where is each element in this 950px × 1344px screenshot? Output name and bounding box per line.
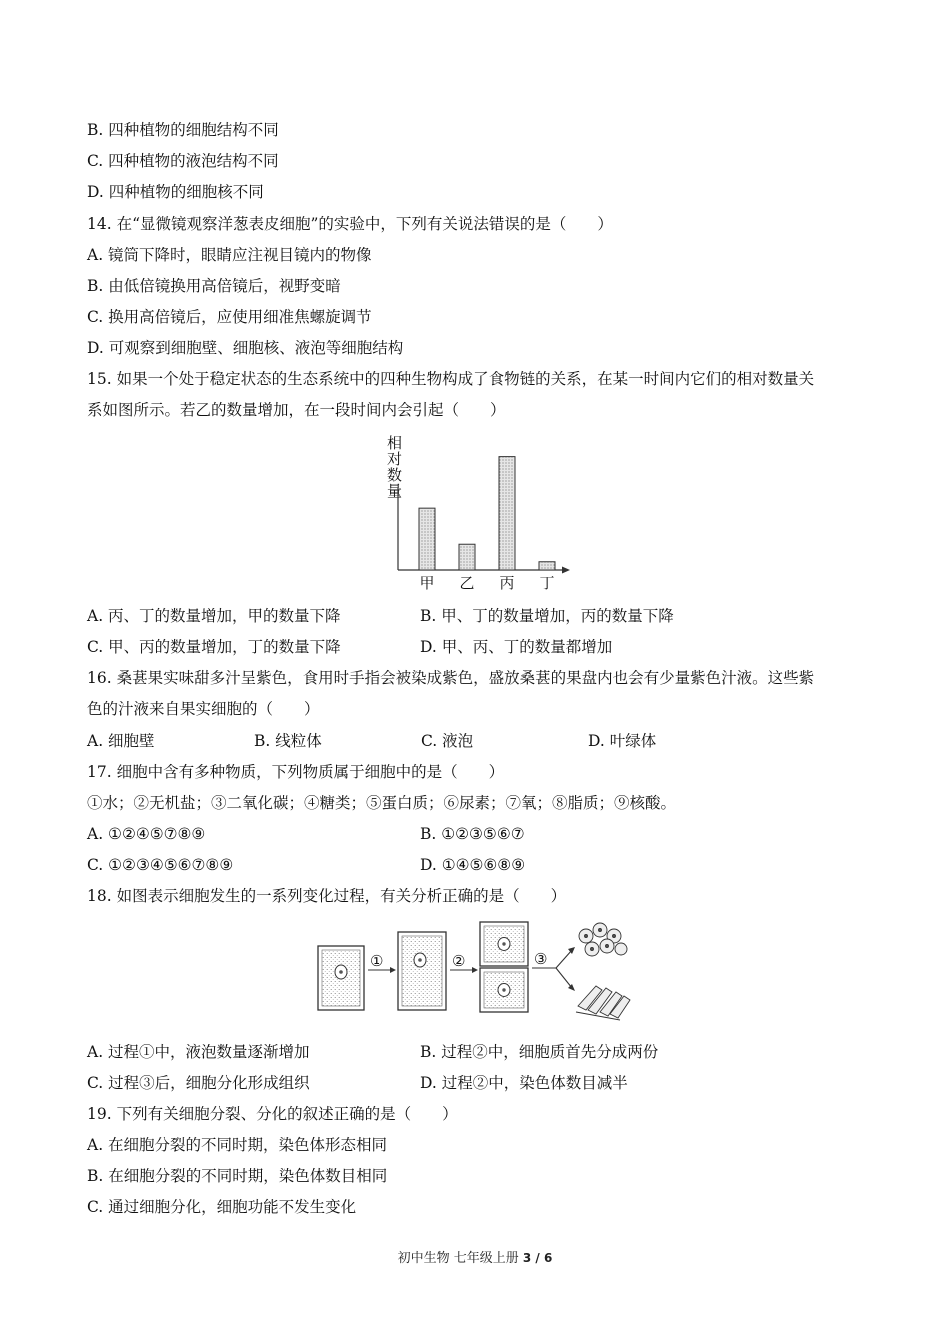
q19-option-c: C. 通过细胞分化，细胞功能不发生变化 [87, 1198, 357, 1216]
chart-xtick-2: 乙 [459, 574, 475, 592]
q18-stem: 18. 如图表示细胞发生的一系列变化过程，有关分析正确的是（ ） [87, 887, 567, 905]
q18-options-row2 [87, 1071, 870, 1095]
q15-stem-line1: 15. 如果一个处于稳定状态的生态系统中的四种生物构成了食物链的关系，在某一时间内它们的相对数量关 [87, 370, 815, 388]
q17-option-a: A. ①②④⑤⑦⑧⑨ [87, 825, 206, 843]
process-arrow-3 [532, 947, 575, 991]
cell-grown [398, 932, 446, 1010]
step-1-label: ① [370, 952, 384, 970]
q17-option-d: D. ①④⑤⑥⑧⑨ [420, 856, 526, 874]
q18-option-b: B. 过程②中，细胞质首先分成两份 [420, 1043, 659, 1061]
q16-option-b: B. 线粒体 [254, 732, 322, 750]
page-footer [0, 1247, 950, 1266]
q16-option-c: C. 液泡 [421, 732, 474, 750]
q14-option-d: D. 可观察到细胞壁、细胞核、液泡等细胞结构 [87, 339, 404, 357]
q19-stem: 19. 下列有关细胞分裂、分化的叙述正确的是（ ） [87, 1105, 458, 1123]
q16-option-d: D. 叶绿体 [588, 732, 657, 750]
cells-divided [480, 922, 528, 1012]
q16-stem-line2: 色的汁液来自果实细胞的（ ） [87, 700, 320, 718]
chart-bar-1 [419, 508, 435, 570]
chart-bar-3 [499, 457, 515, 570]
q14-option-c: C. 换用高倍镜后，应使用细准焦螺旋调节 [87, 308, 372, 326]
page-number: 3 / 6 [522, 1251, 553, 1265]
q14-option-a: A. 镜筒下降时，眼睛应注视目镜内的物像 [87, 246, 372, 264]
q14-stem: 14. 在“显微镜观察洋葱表皮细胞”的实验中，下列有关说法错误的是（ ） [87, 215, 613, 233]
q17-options-row2 [87, 853, 870, 877]
q15-options-row2 [87, 635, 870, 659]
q17-substances: ①水；②无机盐；③二氧化碳；④糖类；⑤蛋白质；⑥尿素；⑦氧；⑧脂质；⑨核酸。 [87, 794, 677, 812]
q18-option-c: C. 过程③后，细胞分化形成组织 [87, 1074, 310, 1092]
q16-stem-line1: 16. 桑葚果实味甜多汁呈紫色，食用时手指会被染成紫色，盛放桑葚的果盘内也会有少量紫色汁液。这些紫 [87, 669, 815, 687]
step-2-label: ② [452, 952, 466, 970]
q13-option-d: D. 四种植物的细胞核不同 [87, 183, 264, 201]
q17-option-b: B. ①②③⑤⑥⑦ [420, 825, 525, 843]
tissue-elongated-cells [576, 986, 630, 1020]
chart-bar-2 [459, 544, 475, 570]
q16-option-a: A. 细胞壁 [87, 732, 155, 750]
chart-xtick-1: 甲 [419, 574, 435, 592]
q19-option-a: A. 在细胞分裂的不同时期，染色体形态相同 [87, 1136, 388, 1154]
cell-initial [318, 946, 364, 1010]
q18-options-row1 [87, 1040, 870, 1064]
q17-options-row1 [87, 822, 870, 846]
process-arrow-2 [450, 952, 478, 973]
cell-process-figure [310, 916, 640, 1026]
q15-stem-line2: 系如图所示。若乙的数量增加，在一段时间内会引起（ ） [87, 401, 506, 419]
process-arrow-1 [368, 952, 396, 973]
q19-option-b: B. 在细胞分裂的不同时期，染色体数目相同 [87, 1167, 388, 1185]
tissue-rounded-cells [579, 923, 627, 956]
food-chain-bar-chart [370, 432, 580, 594]
q16-options [87, 729, 870, 753]
q15-option-c: C. 甲、丙的数量增加，丁的数量下降 [87, 638, 341, 656]
q17-stem: 17. 细胞中含有多种物质，下列物质属于细胞中的是（ ） [87, 763, 505, 781]
chart-x-arrow [562, 567, 570, 574]
chart-ylabel: 相对数量 [387, 434, 403, 500]
q13-option-b: B. 四种植物的细胞结构不同 [87, 121, 279, 139]
chart-xtick-3: 丙 [499, 574, 515, 592]
q13-option-c: C. 四种植物的液泡结构不同 [87, 152, 279, 170]
q15-options-row1 [87, 604, 870, 628]
chart-bar-4 [539, 562, 555, 570]
q15-option-a: A. 丙、丁的数量增加，甲的数量下降 [87, 607, 341, 625]
footer-subject: 初中生物 七年级上册 [397, 1251, 523, 1266]
q14-option-b: B. 由低倍镜换用高倍镜后，视野变暗 [87, 277, 341, 295]
q18-option-d: D. 过程②中，染色体数目减半 [420, 1074, 628, 1092]
q18-option-a: A. 过程①中，液泡数量逐渐增加 [87, 1043, 310, 1061]
q15-option-d: D. 甲、丙、丁的数量都增加 [420, 638, 613, 656]
q17-option-c: C. ①②③④⑤⑥⑦⑧⑨ [87, 856, 234, 874]
q15-option-b: B. 甲、丁的数量增加，丙的数量下降 [420, 607, 674, 625]
step-3-label: ③ [534, 950, 548, 968]
chart-xtick-4: 丁 [539, 574, 555, 592]
